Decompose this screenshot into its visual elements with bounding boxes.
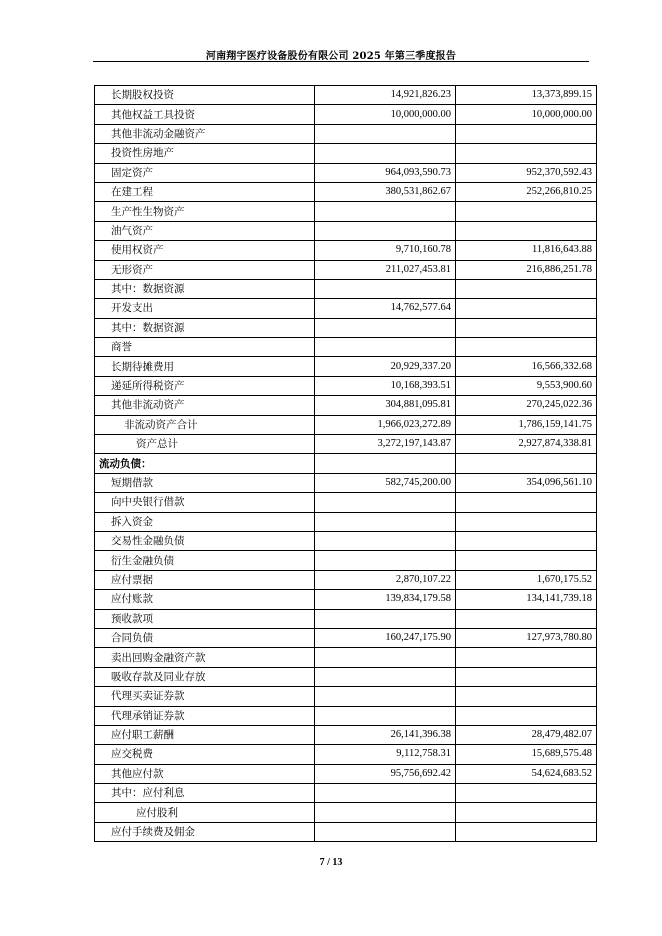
- prior-period-value: 10,000,000.00: [456, 105, 597, 124]
- row-label: 递延所得税资产: [95, 376, 315, 395]
- current-period-value: [315, 338, 456, 357]
- current-period-value: 9,112,758.31: [315, 745, 456, 764]
- current-period-value: 2,870,107.22: [315, 570, 456, 589]
- table-row: [95, 182, 597, 201]
- prior-period-value: [456, 493, 597, 512]
- current-period-value: 10,000,000.00: [315, 105, 456, 124]
- table-row: [95, 531, 597, 550]
- table-row: [95, 221, 597, 240]
- prior-period-value: 270,245,022.36: [456, 396, 597, 415]
- row-label: 其他非流动资产: [95, 396, 315, 415]
- table-row: [95, 124, 597, 143]
- balance-sheet-body: [95, 86, 597, 842]
- table-row: [95, 376, 597, 395]
- current-period-value: [315, 454, 456, 473]
- current-period-value: [315, 803, 456, 822]
- current-period-value: [315, 706, 456, 725]
- table-row: [95, 764, 597, 783]
- current-period-value: 10,168,393.51: [315, 376, 456, 395]
- current-period-value: [315, 144, 456, 163]
- row-label: 长期待摊费用: [95, 357, 315, 376]
- page-number: 7 / 13: [319, 857, 343, 868]
- row-label: 应付账款: [95, 590, 315, 609]
- table-row: [95, 318, 597, 337]
- current-period-value: [315, 318, 456, 337]
- prior-period-value: [456, 706, 597, 725]
- report-header-title: 河南翔宇医疗设备股份有限公司 2025 年第三季度报告: [205, 51, 457, 62]
- current-period-value: [315, 512, 456, 531]
- table-row: [95, 648, 597, 667]
- table-row: [95, 551, 597, 570]
- prior-period-value: 1,786,159,141.75: [456, 415, 597, 434]
- table-row: [95, 163, 597, 182]
- current-period-value: 14,921,826.23: [315, 86, 456, 105]
- prior-period-value: [456, 144, 597, 163]
- row-label: 油气资产: [95, 221, 315, 240]
- row-label: 资产总计: [95, 435, 315, 454]
- current-period-value: [315, 124, 456, 143]
- table-row: [95, 435, 597, 454]
- table-row: [95, 86, 597, 105]
- table-row: [95, 260, 597, 279]
- table-row: [95, 454, 597, 473]
- table-row: [95, 590, 597, 609]
- row-label: 其中：数据资源: [95, 318, 315, 337]
- row-label: 长期股权投资: [95, 86, 315, 105]
- prior-period-value: [456, 531, 597, 550]
- table-row: [95, 784, 597, 803]
- current-period-value: [315, 609, 456, 628]
- prior-period-value: [456, 221, 597, 240]
- table-row: [95, 202, 597, 221]
- prior-period-value: 1,670,175.52: [456, 570, 597, 589]
- prior-period-value: 216,886,251.78: [456, 260, 597, 279]
- current-period-value: 9,710,160.78: [315, 241, 456, 260]
- row-label: 投资性房地产: [95, 144, 315, 163]
- row-label: 无形资产: [95, 260, 315, 279]
- prior-period-value: [456, 784, 597, 803]
- current-period-value: 20,929,337.20: [315, 357, 456, 376]
- table-row: [95, 687, 597, 706]
- table-row: [95, 105, 597, 124]
- prior-period-value: 952,370,592.43: [456, 163, 597, 182]
- prior-period-value: 9,553,900.60: [456, 376, 597, 395]
- current-period-value: 582,745,200.00: [315, 473, 456, 492]
- row-label: 固定资产: [95, 163, 315, 182]
- current-period-value: [315, 493, 456, 512]
- table-row: [95, 628, 597, 647]
- table-row: [95, 357, 597, 376]
- current-period-value: 139,834,179.58: [315, 590, 456, 609]
- row-label: 其中：数据资源: [95, 279, 315, 298]
- table-row: [95, 745, 597, 764]
- row-label: 交易性金融负债: [95, 531, 315, 550]
- current-period-value: 964,093,590.73: [315, 163, 456, 182]
- table-row: [95, 396, 597, 415]
- current-period-value: [315, 221, 456, 240]
- current-period-value: [315, 822, 456, 841]
- table-row: [95, 570, 597, 589]
- row-label: 在建工程: [95, 182, 315, 201]
- row-label: 应交税费: [95, 745, 315, 764]
- prior-period-value: 13,373,899.15: [456, 86, 597, 105]
- row-label: 应付票据: [95, 570, 315, 589]
- row-label: 预收款项: [95, 609, 315, 628]
- section-heading: 流动负债：: [95, 454, 315, 473]
- prior-period-value: [456, 202, 597, 221]
- prior-period-value: [456, 687, 597, 706]
- row-label: 其他非流动金融资产: [95, 124, 315, 143]
- prior-period-value: 28,479,482.07: [456, 725, 597, 744]
- row-label: 其他应付款: [95, 764, 315, 783]
- row-label: 开发支出: [95, 299, 315, 318]
- prior-period-value: [456, 667, 597, 686]
- current-period-value: 160,247,175.90: [315, 628, 456, 647]
- table-row: [95, 803, 597, 822]
- prior-period-value: [456, 551, 597, 570]
- current-period-value: [315, 667, 456, 686]
- prior-period-value: [456, 454, 597, 473]
- prior-period-value: [456, 648, 597, 667]
- table-row: [95, 512, 597, 531]
- prior-period-value: [456, 299, 597, 318]
- prior-period-value: [456, 338, 597, 357]
- prior-period-value: 16,566,332.68: [456, 357, 597, 376]
- current-period-value: 14,762,577.64: [315, 299, 456, 318]
- prior-period-value: 2,927,874,338.81: [456, 435, 597, 454]
- current-period-value: [315, 648, 456, 667]
- current-period-value: 3,272,197,143.87: [315, 435, 456, 454]
- prior-period-value: [456, 609, 597, 628]
- prior-period-value: [456, 124, 597, 143]
- current-period-value: [315, 279, 456, 298]
- row-label: 使用权资产: [95, 241, 315, 260]
- row-label: 向中央银行借款: [95, 493, 315, 512]
- prior-period-value: 11,816,643.88: [456, 241, 597, 260]
- prior-period-value: 54,624,683.52: [456, 764, 597, 783]
- header-divider: [93, 61, 589, 62]
- table-row: [95, 822, 597, 841]
- table-row: [95, 725, 597, 744]
- prior-period-value: [456, 279, 597, 298]
- row-label: 代理承销证券款: [95, 706, 315, 725]
- row-label: 短期借款: [95, 473, 315, 492]
- prior-period-value: [456, 512, 597, 531]
- current-period-value: 211,027,453.81: [315, 260, 456, 279]
- table-row: [95, 241, 597, 260]
- table-row: [95, 279, 597, 298]
- current-period-value: [315, 784, 456, 803]
- row-label: 应付职工薪酬: [95, 725, 315, 744]
- row-label: 衍生金融负债: [95, 551, 315, 570]
- row-label: 生产性生物资产: [95, 202, 315, 221]
- balance-sheet-table: [94, 85, 597, 842]
- row-label: 卖出回购金融资产款: [95, 648, 315, 667]
- row-label: 应付手续费及佣金: [95, 822, 315, 841]
- prior-period-value: 354,096,561.10: [456, 473, 597, 492]
- current-period-value: [315, 551, 456, 570]
- current-period-value: [315, 202, 456, 221]
- prior-period-value: [456, 803, 597, 822]
- current-period-value: [315, 531, 456, 550]
- table-row: [95, 338, 597, 357]
- table-row: [95, 299, 597, 318]
- row-label: 拆入资金: [95, 512, 315, 531]
- current-period-value: [315, 687, 456, 706]
- current-period-value: 26,141,396.38: [315, 725, 456, 744]
- prior-period-value: 127,973,780.80: [456, 628, 597, 647]
- table-row: [95, 667, 597, 686]
- current-period-value: 95,756,692.42: [315, 764, 456, 783]
- table-row: [95, 706, 597, 725]
- table-row: [95, 493, 597, 512]
- current-period-value: 380,531,862.67: [315, 182, 456, 201]
- table-row: [95, 415, 597, 434]
- table-row: [95, 609, 597, 628]
- row-label: 非流动资产合计: [95, 415, 315, 434]
- prior-period-value: 134,141,739.18: [456, 590, 597, 609]
- row-label: 代理买卖证券款: [95, 687, 315, 706]
- row-label: 应付股利: [95, 803, 315, 822]
- row-label: 其他权益工具投资: [95, 105, 315, 124]
- prior-period-value: [456, 822, 597, 841]
- prior-period-value: 252,266,810.25: [456, 182, 597, 201]
- table-row: [95, 473, 597, 492]
- current-period-value: 1,966,023,272.89: [315, 415, 456, 434]
- table-row: [95, 144, 597, 163]
- row-label: 合同负债: [95, 628, 315, 647]
- prior-period-value: [456, 318, 597, 337]
- row-label: 商誉: [95, 338, 315, 357]
- current-period-value: 304,881,095.81: [315, 396, 456, 415]
- row-label: 其中：应付利息: [95, 784, 315, 803]
- row-label: 吸收存款及同业存放: [95, 667, 315, 686]
- prior-period-value: 15,689,575.48: [456, 745, 597, 764]
